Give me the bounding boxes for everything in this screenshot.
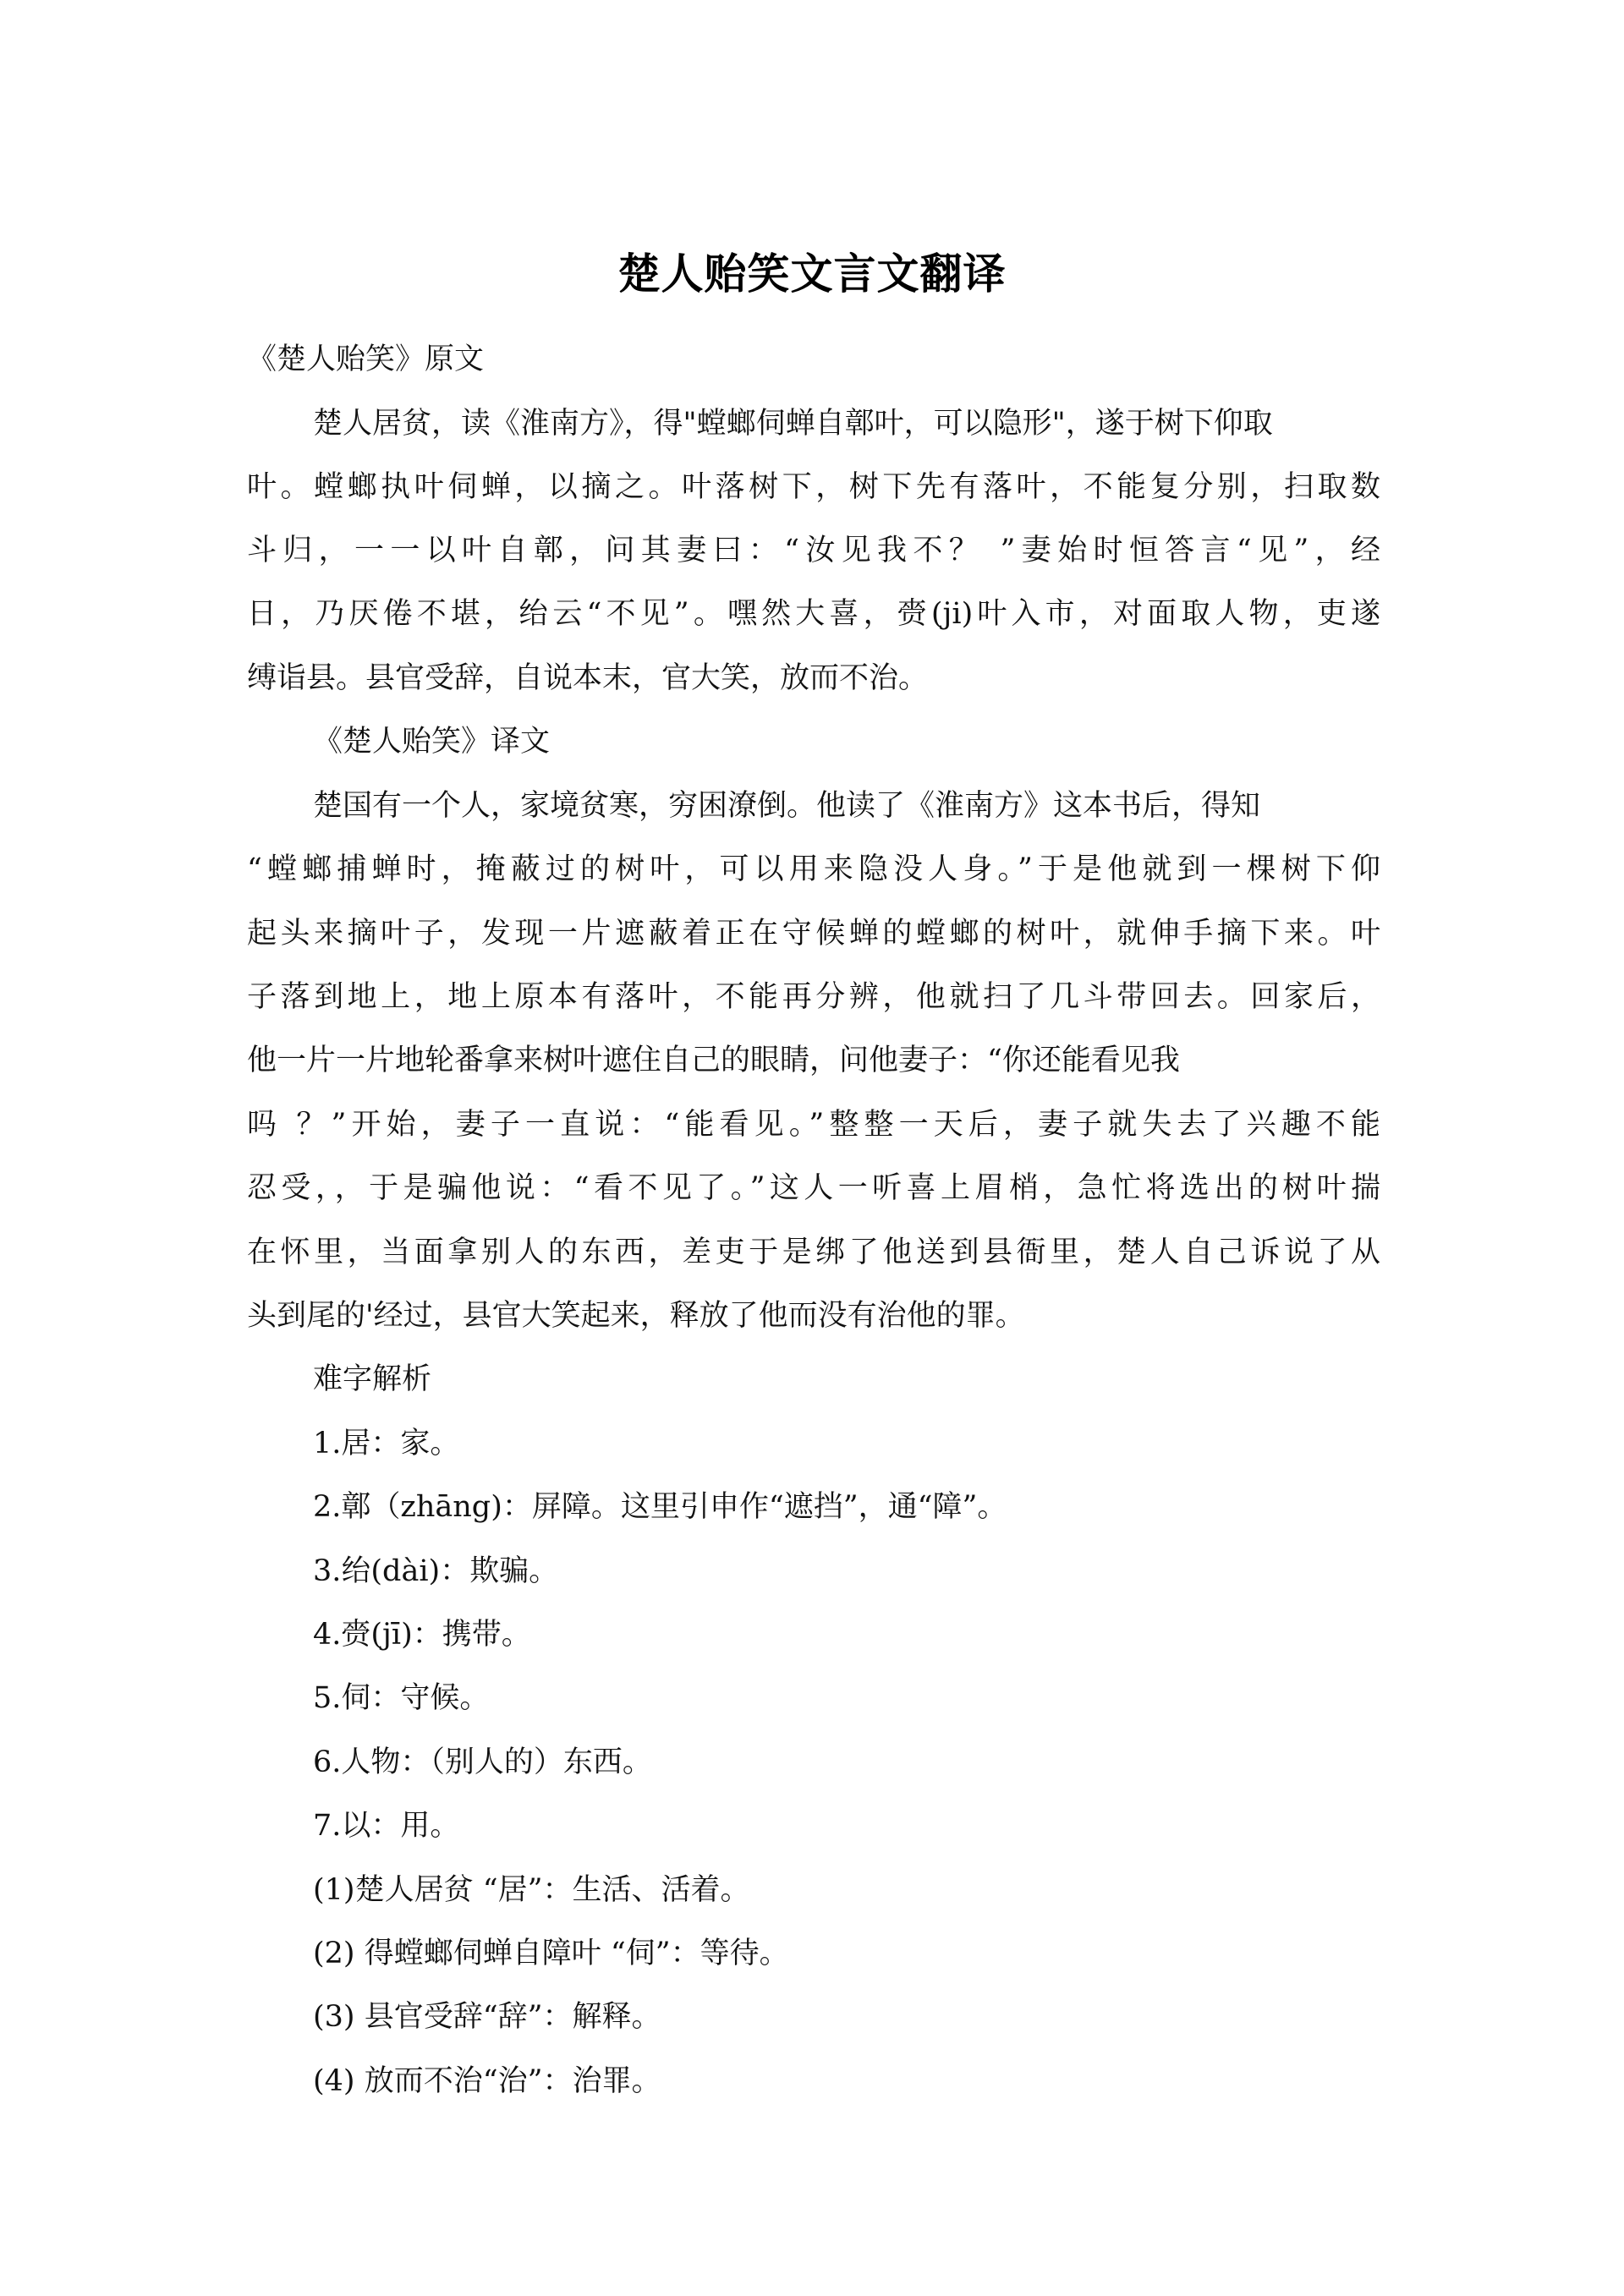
phrase-item: (1)楚人居贫 “居”：生活、活着。 xyxy=(313,1873,750,1907)
original-text-line: 楚人居贫，读《淮南方》，得"螳螂伺蝉自鄣叶，可以隐形"，遂于树下仰取 xyxy=(313,407,1273,441)
vocab-item: 7.以：用。 xyxy=(313,1809,460,1843)
vocab-item: 1.居：家。 xyxy=(313,1427,460,1460)
translation-text-line: 在怀里，当面拿别人的东西，差吏于是绑了他送到县衙里，楚人自己诉说了从 xyxy=(247,1236,1380,1269)
vocab-item: 6.人物：（别人的）东西。 xyxy=(313,1745,652,1779)
original-text-line: 斗归，一一以叶自鄣，问其妻曰：“汝见我不？ ”妻始时恒答言“见”，经 xyxy=(247,534,1380,567)
section-heading-original: 《楚人贻笑》原文 xyxy=(247,342,485,376)
original-text-line: 缚诣县。县官受辞，自说本末，官大笑，放而不治。 xyxy=(247,661,929,695)
phrase-item: (3) 县官受辞“辞”：解释。 xyxy=(313,2000,661,2034)
section-heading-vocab: 难字解析 xyxy=(313,1362,432,1396)
translation-text-line: 起头来摘叶子，发现一片遮蔽着正在守候蝉的螳螂的树叶，就伸手摘下来。叶 xyxy=(247,917,1380,951)
translation-text-line: 他一片一片地轮番拿来树叶遮住自己的眼睛，问他妻子：“你还能看见我 xyxy=(247,1044,1180,1077)
section-heading-translation: 《楚人贻笑》译文 xyxy=(313,725,551,759)
translation-text-line: “螳螂捕蝉时，掩蔽过的树叶，可以用来隐没人身。”于是他就到一棵树下仰 xyxy=(247,852,1380,886)
phrase-item: (2) 得螳螂伺蝉自障叶 “伺”：等待。 xyxy=(313,1937,789,1970)
vocab-item: 3.绐(dài)：欺骗。 xyxy=(313,1554,559,1588)
document-title: 楚人贻笑文言文翻译 xyxy=(617,249,1007,299)
original-text-line: 日，乃厌倦不堪，绐云“不见”。嘿然大喜，赍(ji)叶入市，对面取人物，吏遂 xyxy=(247,597,1380,631)
translation-text-line: 楚国有一个人，家境贫寒，穷困潦倒。他读了《淮南方》这本书后，得知 xyxy=(313,789,1261,823)
original-text-line: 叶。螳螂执叶伺蝉，以摘之。叶落树下，树下先有落叶，不能复分别，扫取数 xyxy=(247,470,1380,504)
translation-text-line: 忍受，，于是骗他说：“看不见了。”这人一听喜上眉梢，急忙将选出的树叶揣 xyxy=(247,1171,1380,1205)
translation-text-line: 子落到地上，地上原本有落叶，不能再分辨，他就扫了几斗带回去。回家后， xyxy=(247,980,1380,1014)
vocab-item: 4.赍(jī)：携带。 xyxy=(313,1618,531,1652)
vocab-item: 2.鄣（zhāng)：屏障。这里引申作“遮挡”，通“障”。 xyxy=(313,1490,1007,1524)
translation-text-line: 吗 ？”开始，妻子一直说：“能看见。”整整一天后，妻子就失去了兴趣不能 xyxy=(247,1108,1380,1142)
translation-text-line: 头到尾的'经过，县官大笑起来，释放了他而没有治他的罪。 xyxy=(247,1299,1025,1333)
vocab-item: 5.伺：守候。 xyxy=(313,1681,490,1715)
phrase-item: (4) 放而不治“治”：治罪。 xyxy=(313,2064,661,2098)
